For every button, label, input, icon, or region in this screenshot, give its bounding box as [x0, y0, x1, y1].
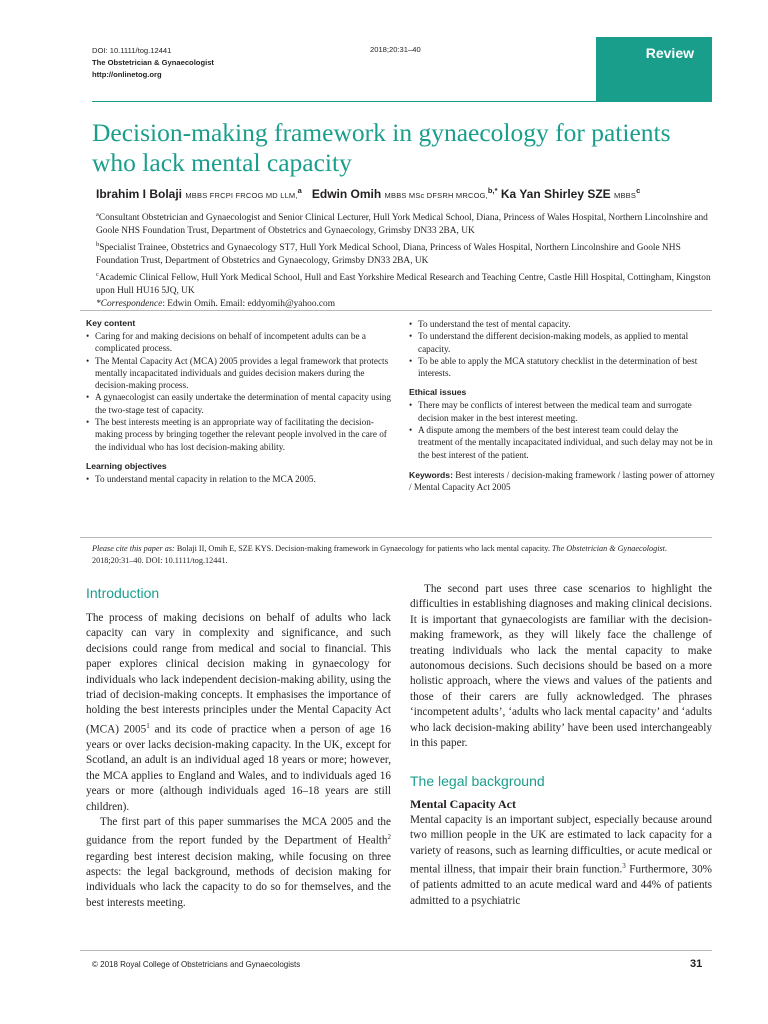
affiliation-text: Specialist Trainee, Obstetrics and Gynaecology ST7, Hull York Medical School, Diana, Princess of Wales Hospital, Northern Lincolnshire and Goole NHS Foundation Trust, Department of Obstetrics and Gynaecology, Grimsby DN33 2BA, UK	[96, 243, 681, 267]
paragraph	[86, 815, 391, 911]
citation	[92, 543, 710, 567]
paragraph-text: The first part of this paper summarises the MCA 2005 and the guidance from the report funded by the Department of Health	[86, 816, 391, 848]
affiliation-b	[96, 238, 711, 268]
paragraph-text: and its code of practice when a person of age 16 years or over lacks decision-making capacity. In the UK, except for Scotland, an adult is an individual aged 18 years or more; however, the MCA applies to England and Wales, and to individuals aged 16 years or more (although individuals aged 16–18 years are still children).	[86, 723, 391, 813]
learning-objectives-list	[86, 473, 392, 485]
paragraph-text: Furthermore, 30% of patients admitted to an acute medical ward and 44% of patients admitted to a psychiatric	[410, 863, 712, 907]
paragraph-text: The process of making decisions on behalf of adults who lack capacity can vary in complexity and significance, and such decisions could range from medical and social to financial. This paper explores clinical decision making in gynaecology for individuals who lack independent decision-making ability, using the triad of decision-making concepts. It emphasises the importance of holding the best interests principles under the Mental Capacity Act (MCA) 2005	[86, 612, 392, 736]
section-band	[596, 37, 712, 101]
keywords	[409, 469, 715, 494]
affiliation-sup: c	[96, 271, 99, 279]
author-name: Edwin Omih	[311, 187, 382, 201]
list-item: • To understand the test of mental capacity.	[409, 318, 715, 330]
author-name: Ka Yan Shirley SZE	[500, 187, 611, 201]
learning-objectives-heading: Learning objectives	[86, 460, 167, 471]
page-number: 31	[690, 958, 703, 970]
list-item: • The best interests meeting is an appropriate way of facilitating the decision-making process by bringing together the relevant people involved in the care of the individual who has lost decision-making ability.	[86, 416, 392, 453]
author-name: Ibrahim I Bolaji	[96, 187, 183, 201]
list-item: • The Mental Capacity Act (MCA) 2005 provides a legal framework that protects mentally incapacitated individuals and guides decision makers during the decision-making process.	[86, 355, 392, 392]
list-item: • To understand the different decision-making models, as applied to mental capacity.	[409, 330, 715, 355]
list-item: • A gynaecologist can easily undertake the determination of mental capacity using the two-stage test of capacity.	[86, 391, 392, 416]
summary-right-column	[409, 318, 715, 494]
author-list	[96, 186, 716, 201]
author-sup: c	[636, 186, 641, 195]
list-item: • There may be conflicts of interest between the medical team and surrogate decision maker in the best interest meeting.	[409, 399, 715, 424]
header-rule	[92, 101, 712, 102]
affiliation-text: Consultant Obstetrician and Gynaecologist and Senior Clinical Lecturer, Hull York Medical School, Diana, Princess of Wales Hospital, Northern Lincolnshire and Goole NHS Foundation Trust, Department of Obstetrics and Gynaecology, Grimsby DN33 2BA, UK	[96, 213, 708, 237]
volume-info: 2018;20:31–40	[370, 45, 421, 54]
list-item: • Caring for and making decisions on behalf of incompetent adults can be a complicated process.	[86, 330, 392, 355]
paper-title: Decision-making framework in gynaecology for patients who lack mental capacity	[92, 118, 671, 177]
summary-left-column	[86, 318, 392, 485]
correspondence-label: *Correspondence	[96, 299, 163, 310]
citation-lead: Please cite this paper as:	[92, 544, 175, 553]
key-content-heading: Key content	[86, 318, 136, 328]
keywords-text: Best interests / decision-making framework / lasting power of attorney / Mental Capacity Act 2005	[409, 469, 715, 493]
reference-sup: 1	[146, 721, 150, 730]
journal-name: The Obstetrician & Gynaecologist	[92, 58, 214, 67]
ethical-issues-list	[409, 399, 715, 460]
author-degrees: MBBS FRCPI FRCOG MD LLM,	[185, 191, 298, 200]
paragraph	[410, 813, 712, 909]
journal-url[interactable]: http://onlinetog.org	[92, 70, 162, 79]
learning-objectives-list-cont	[409, 318, 715, 379]
paragraph-text: regarding best interest decision making, while focusing on three aspects: the legal background, methods of decision making for individuals who lack the capacity to do so for themselves, and the best interests meeting.	[86, 850, 391, 909]
left-body-column	[86, 611, 391, 911]
correspondence-text[interactable]: : Edwin Omih. Email: eddyomih@yahoo.com	[162, 299, 335, 310]
reference-sup: 2	[387, 833, 391, 842]
affiliation-a	[96, 208, 711, 238]
key-content-list	[86, 330, 392, 453]
list-item: • To be able to apply the MCA statutory checklist in the determination of best interests.	[409, 355, 715, 380]
keywords-label: Keywords:	[409, 469, 453, 480]
copyright: © 2018 Royal College of Obstetricians and Gynaecologists	[92, 960, 301, 969]
author-degrees: MBBS	[614, 191, 637, 200]
paragraph: The second part uses three case scenarios to highlight the difficulties in establishing diagnoses and making clinical decisions. It is important that gynaecologists are familiar with the decision-making framework, as they will likely face the challenge of treating individuals who lack the mental capacity to make autonomous decisions. Such decisions should be based on a more holistic approach, where the views and values of the patients and those of their carers are fully acknowledged. The phrases ‘incompetent adults’, ‘adults who lack mental capacity’ and ‘adults who lack decision-making ability’ have been used interchangeably in this paper.	[410, 583, 712, 750]
author-degrees: MBBS MSc DFSRH MRCOG,	[384, 191, 488, 200]
legal-background-heading: The legal background	[410, 773, 545, 789]
author-sup: a	[297, 186, 302, 195]
list-item: • A dispute among the members of the best interest team could delay the treatment of the mentally incapacitated individual, and such delay may not be in the best interest of the patient.	[409, 424, 715, 461]
paragraph	[86, 611, 391, 815]
mca-subheading: Mental Capacity Act	[410, 797, 516, 811]
introduction-heading: Introduction	[86, 585, 160, 601]
citation-tail: 2018;20:31–40. DOI: 10.1111/tog.12441.	[92, 556, 228, 565]
reference-sup: 3	[622, 862, 626, 871]
citation-journal: The Obstetrician & Gynaecologist.	[551, 544, 667, 553]
affiliation-sup: b	[96, 241, 100, 249]
affiliation-text: Academic Clinical Fellow, Hull York Medical School, Hull and East Yorkshire Medical Research and Teaching Centre, Castle Hill Hospital, Cottingham, Kingston upon Hull HU16 5JQ, UK	[96, 273, 711, 297]
right-body-column	[410, 582, 712, 751]
ethical-issues-heading: Ethical issues	[409, 387, 467, 398]
author-sup: b,*	[487, 186, 498, 195]
affiliation-sup: a	[96, 211, 99, 218]
citation-rule	[80, 537, 712, 538]
footer-rule	[80, 950, 712, 951]
affiliation-c	[96, 268, 711, 298]
section-label: Review	[645, 45, 694, 61]
journal-header	[92, 45, 214, 81]
affiliations	[96, 208, 711, 311]
doi: DOI: 10.1111/tog.12441	[92, 46, 172, 55]
paragraph-text: Mental capacity is an important subject, especially because around two million people in the UK are estimated to lack capacity for a variety of reasons, such as learning difficulties, or acute medical or mental illness, that impair their brain function.	[410, 814, 712, 876]
summary-top-rule	[80, 310, 712, 311]
list-item: • To understand mental capacity in relation to the MCA 2005.	[86, 473, 392, 485]
citation-text: Bolaji II, Omih E, SZE KYS. Decision-making framework in Gynaecology for patients who lack mental capacity.	[176, 544, 550, 553]
right-body-column-2	[410, 813, 712, 909]
